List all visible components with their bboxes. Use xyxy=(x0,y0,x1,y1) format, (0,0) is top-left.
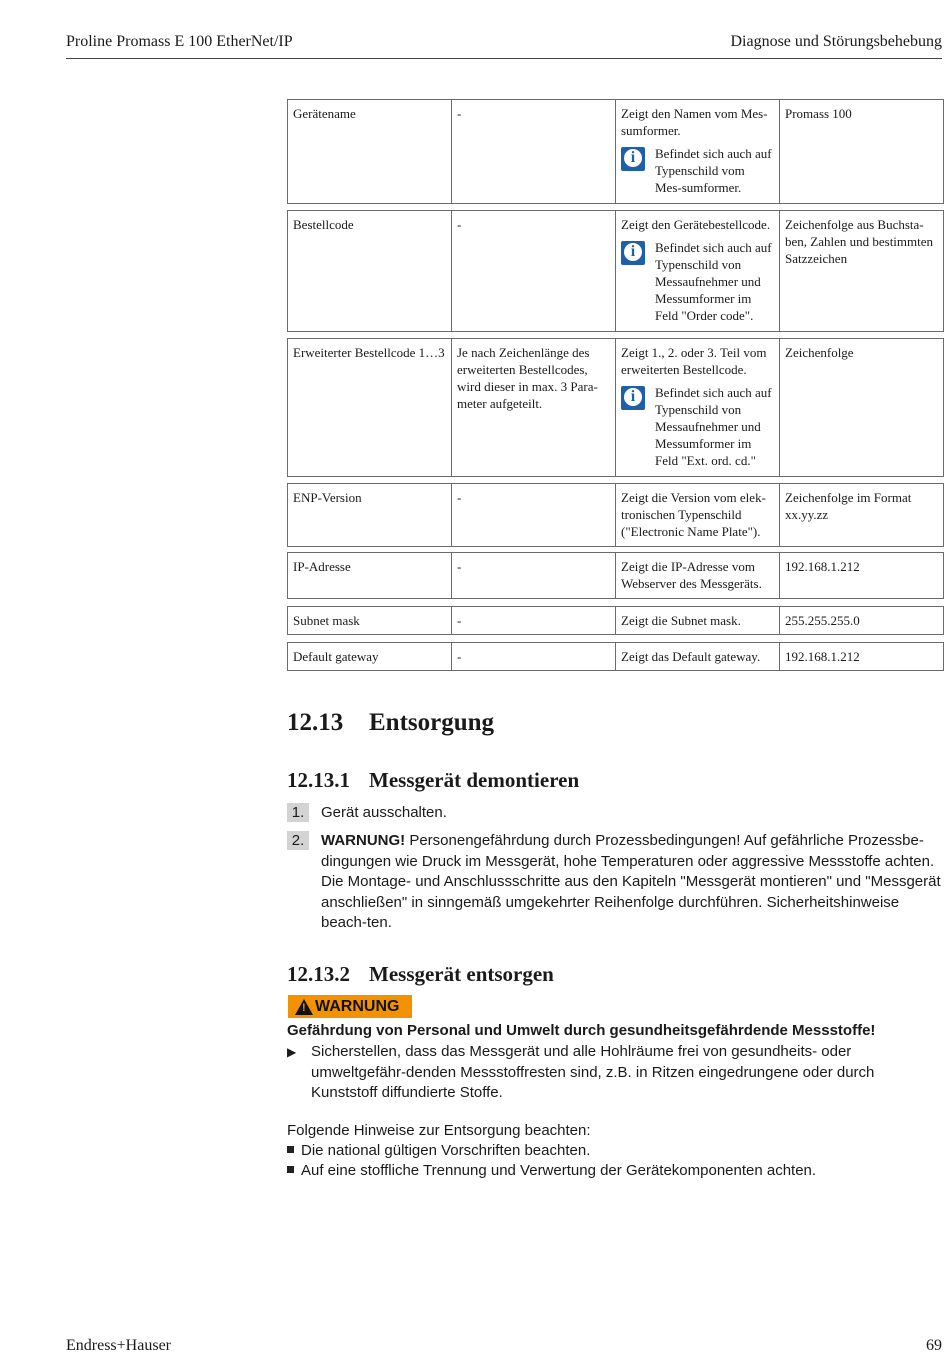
subsection-heading: 12.13.2 Messgerät entsorgen xyxy=(287,962,554,986)
param-value: Zeichenfolge aus Buchsta-ben, Zahlen und bestimmten Satzzeichen xyxy=(780,211,944,332)
section-heading: 12.13 Entsorgung xyxy=(287,709,495,736)
disposal-intro: Folgende Hinweise zur Entsorgung beachten: xyxy=(287,1122,591,1139)
header-chapter: Diagnose und Störungsbehebung xyxy=(730,33,942,50)
warning-action: ▶ Sicherstellen, dass das Messgerät und alle Hohlräume frei von gesundheits- oder umweltgefähr-denden Messstoffresten sind, z.B. in Ritzen eingedrungene oder durch Kunststoff diffundierte Stoffe. xyxy=(287,1043,875,1101)
info-icon: i xyxy=(621,241,645,265)
info-note: i Befindet sich auch auf Typenschild von Messaufnehmer und Messumformer im Feld "Ext. ord. cd." xyxy=(621,384,774,469)
table-row xyxy=(287,606,944,635)
param-name: Gerätename xyxy=(288,100,452,204)
list-item: Die national gültigen Vorschriften beachten. xyxy=(287,1141,943,1162)
param-value: 192.168.1.212 xyxy=(780,643,944,671)
table-row xyxy=(287,483,944,547)
param-name: IP-Adresse xyxy=(288,553,452,599)
table-row xyxy=(287,552,944,599)
step-1: 1. Gerät ausschalten. xyxy=(287,803,943,824)
table-row xyxy=(287,99,944,204)
param-desc: Zeigt die Subnet mask. xyxy=(616,607,780,635)
table-row xyxy=(287,338,944,477)
param-value: Zeichenfolge im Format xx.yy.zz xyxy=(780,484,944,547)
param-range: - xyxy=(452,211,616,332)
param-desc: Zeigt 1., 2. oder 3. Teil vom erweiterten Bestellcode. i Befindet sich auch auf Typenschild von Messaufnehmer und Messumformer im Feld "Ext. ord. cd." xyxy=(616,339,780,477)
param-desc: Zeigt den Gerätebestellcode. i Befindet sich auch auf Typenschild von Messaufnehmer und Messumformer im Feld "Order code". xyxy=(616,211,780,332)
param-value: 255.255.255.0 xyxy=(780,607,944,635)
header-product: Proline Promass E 100 EtherNet/IP xyxy=(66,33,293,50)
param-name: ENP-Version xyxy=(288,484,452,547)
step-number: 1. xyxy=(287,803,309,822)
param-range: - xyxy=(452,484,616,547)
info-icon: i xyxy=(621,386,645,410)
warning-title: Gefährdung von Personal und Umwelt durch gesundheitsgefährdende Messstoffe! xyxy=(287,1022,876,1039)
param-value: Zeichenfolge xyxy=(780,339,944,477)
param-value: Promass 100 xyxy=(780,100,944,204)
param-range: - xyxy=(452,607,616,635)
param-range: Je nach Zeichenlänge des erweiterten Bestellcodes, wird dieser in max. 3 Para-meter aufgeteilt. xyxy=(452,339,616,477)
header-rule xyxy=(66,58,942,59)
param-name: Bestellcode xyxy=(288,211,452,332)
param-desc: Zeigt den Namen vom Mes-sumformer. i Befindet sich auch auf Typenschild vom Mes-sumformer. xyxy=(616,100,780,204)
warning-badge: ! WARNUNG xyxy=(288,995,412,1018)
info-note: i Befindet sich auch auf Typenschild vom Mes-sumformer. xyxy=(621,145,774,196)
param-range: - xyxy=(452,643,616,671)
page-number: 69 xyxy=(926,1337,942,1354)
table-row xyxy=(287,642,944,671)
param-desc: Zeigt die Version vom elek-tronischen Typenschild ("Electronic Name Plate"). xyxy=(616,484,780,547)
param-name: Subnet mask xyxy=(288,607,452,635)
subsection-heading: 12.13.1 Messgerät demontieren xyxy=(287,768,580,792)
param-name: Default gateway xyxy=(288,643,452,671)
footer-brand: Endress+Hauser xyxy=(66,1337,171,1354)
step-2: 2. WARNUNG! Personengefährdung durch Prozessbedingungen! Auf gefährliche Prozessbe-dingungen wie Druck im Messgerät, hohe Temperaturen oder aggressive Messstoffe achten. Die Montage- und Anschlussschritte aus den Kapiteln "Messgerät montieren" und "Messgerät anschließen" in sinngemäß umgekehrter Reihenfolge durchführen. Sicherheitshinweise beach-ten. xyxy=(287,831,943,934)
arrow-right-icon: ▶ xyxy=(287,1045,297,1059)
param-desc: Zeigt die IP-Adresse vom Webserver des Messgeräts. xyxy=(616,553,780,599)
param-range: - xyxy=(452,553,616,599)
bullet-icon xyxy=(287,1166,294,1173)
param-range: - xyxy=(452,100,616,204)
warning-triangle-icon: ! xyxy=(295,999,313,1015)
info-icon: i xyxy=(621,147,645,171)
param-name: Erweiterter Bestellcode 1…3 xyxy=(288,339,452,477)
warning-label: WARNUNG! xyxy=(321,832,406,849)
step-number: 2. xyxy=(287,831,309,850)
list-item: Auf eine stoffliche Trennung und Verwertung der Gerätekomponenten achten. xyxy=(287,1161,943,1182)
info-note: i Befindet sich auch auf Typenschild von Messaufnehmer und Messumformer im Feld "Order code". xyxy=(621,239,774,324)
table-row xyxy=(287,210,944,332)
param-desc: Zeigt das Default gateway. xyxy=(616,643,780,671)
bullet-icon xyxy=(287,1146,294,1153)
param-value: 192.168.1.212 xyxy=(780,553,944,599)
